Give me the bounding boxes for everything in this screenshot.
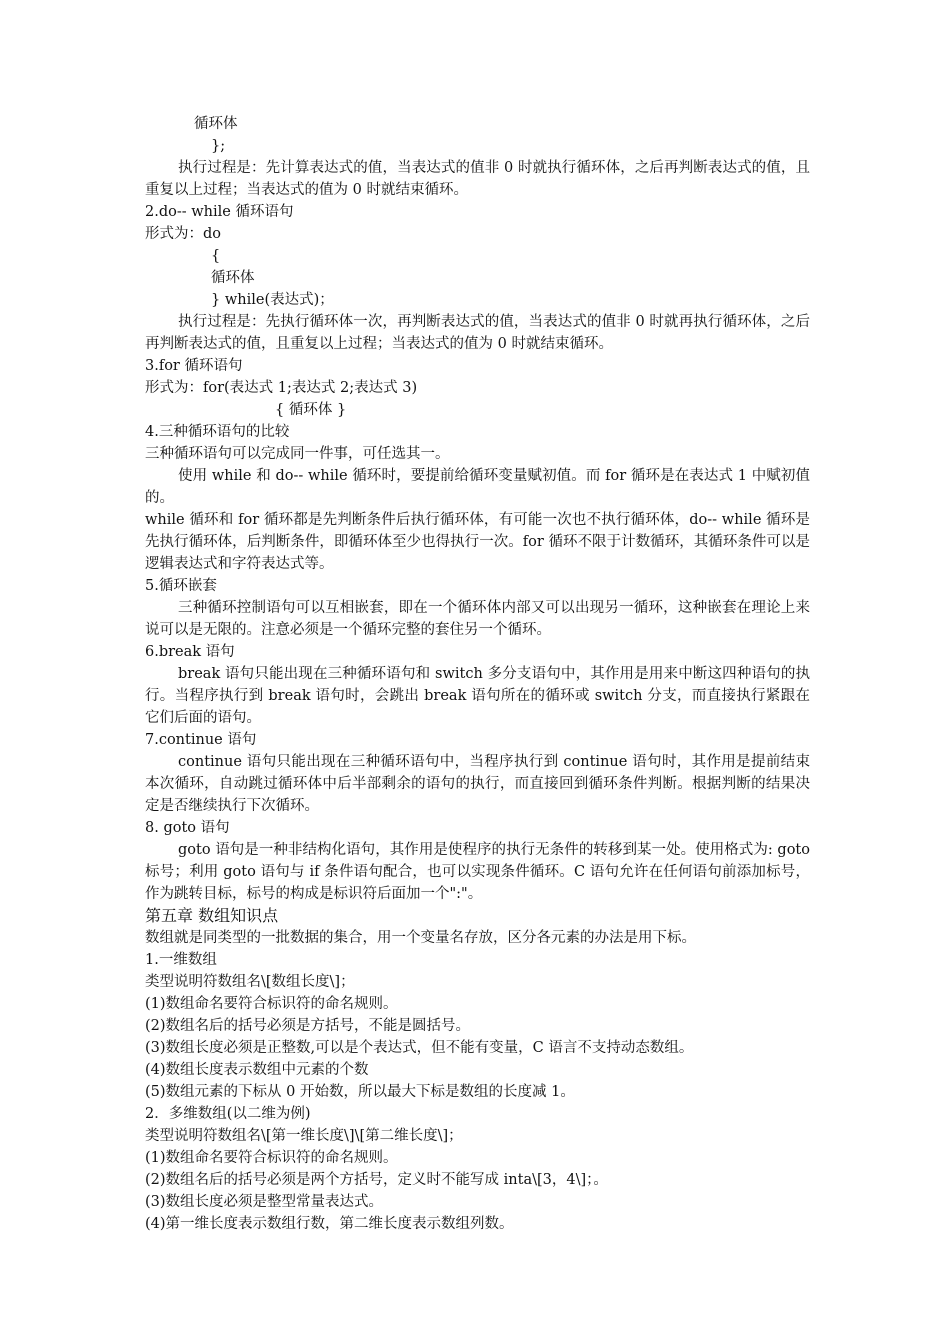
continue-paragraph: continue 语句只能出现在三种循环语句中，当程序执行到 continue 语句时，其作用是提前结束本次循环，自动跳过循环体中后半部剩余的语句的执行，而直接回到循环条件判断。根据判断的结果决定是否继续执行下次循环。: [145, 754, 810, 814]
section-heading-break: 6.break 语句: [145, 644, 235, 660]
section-heading-multi-array: 2．多维数组(以二维为例): [145, 1106, 311, 1122]
1d-array-syntax-line: 类型说明符数组名\[数组长度\]；: [145, 974, 355, 990]
section-heading-continue: 7.continue 语句: [145, 732, 257, 748]
for-body-line: { 循环体 }: [275, 402, 347, 418]
section-heading-for: 3.for 循环语句: [145, 358, 243, 374]
multi-rule-2: (2)数组名后的括号必须是两个方括号，定义时不能写成 inta\[3，4\]；。: [145, 1172, 608, 1188]
section-heading-1d-array: 1.一维数组: [145, 952, 217, 968]
comparison-paragraph-1: 使用 while 和 do-- while 循环时，要提前给循环变量赋初值。而 for 循环是在表达式 1 中赋初值的。: [145, 468, 810, 506]
chapter-heading: 第五章 数组知识点: [145, 906, 279, 925]
loop-body-line: 循环体: [194, 116, 238, 132]
break-paragraph: break 语句只能出现在三种循环语句和 switch 多分支语句中，其作用是用来中断这四种语句的执行。当程序执行到 break 语句时，会跳出 break 语句所在的循环或 switch 分支，而直接执行紧跟在它们后面的语句。: [145, 666, 810, 726]
document-page: [145, 113, 810, 1235]
1d-rule-2: (2)数组名后的括号必须是方括号，不能是圆括号。: [145, 1018, 471, 1034]
multi-array-syntax-line: 类型说明符数组名\[第一维长度\]\[第二维长度\]；: [145, 1128, 463, 1144]
open-brace-line: {: [211, 248, 221, 264]
while-execution-paragraph: 执行过程是：先计算表达式的值，当表达式的值非 0 时就执行循环体，之后再判断表达式的值，且重复以上过程；当表达式的值为 0 时就结束循环。: [145, 160, 810, 198]
1d-rule-1: (1)数组命名要符合标识符的命名规则。: [145, 996, 398, 1012]
1d-rule-5: (5)数组元素的下标从 0 开始数，所以最大下标是数组的长度减 1。: [145, 1084, 575, 1100]
1d-rule-4: (4)数组长度表示数组中元素的个数: [145, 1062, 369, 1078]
nesting-paragraph: 三种循环控制语句可以互相嵌套，即在一个循环体内部又可以出现另一循环，这种嵌套在理论上来说可以是无限的。注意必须是一个循环完整的套住另一个循环。: [145, 600, 810, 638]
multi-rule-3: (3)数组长度必须是整型常量表达式。: [145, 1194, 384, 1210]
do-while-execution-paragraph: 执行过程是：先执行循环体一次，再判断表达式的值，当表达式的值非 0 时就再执行循环体，之后再判断表达式的值，且重复以上过程；当表达式的值为 0 时就结束循环。: [145, 314, 810, 352]
array-intro-line: 数组就是同类型的一批数据的集合，用一个变量名存放，区分各元素的办法是用下标。: [145, 930, 696, 946]
comparison-paragraph-2: while 循环和 for 循环都是先判断条件后执行循环体，有可能一次也不执行循环体，do-- while 循环是先执行循环体，后判断条件，即循环体至少也得执行一次。for 循环不限于计数循环，其循环条件可以是逻辑表达式和字符表达式等。: [145, 512, 810, 572]
comparison-intro-line: 三种循环语句可以完成同一件事，可任选其一。: [145, 446, 450, 462]
do-while-body-line: 循环体: [211, 270, 255, 286]
section-heading-do-while: 2.do-- while 循环语句: [145, 204, 294, 220]
do-while-form-line: 形式为：do: [145, 226, 222, 242]
multi-rule-1: (1)数组命名要符合标识符的命名规则。: [145, 1150, 398, 1166]
for-form-line: 形式为：for(表达式 1;表达式 2;表达式 3): [145, 380, 418, 396]
1d-rule-3: (3)数组长度必须是正整数,可以是个表达式，但不能有变量，C 语言不支持动态数组。: [145, 1040, 694, 1056]
do-while-condition-line: } while(表达式)；: [211, 292, 334, 308]
multi-rule-4: (4)第一维长度表示数组行数，第二维长度表示数组列数。: [145, 1216, 514, 1232]
section-heading-comparison: 4.三种循环语句的比较: [145, 424, 290, 440]
section-heading-goto: 8. goto 语句: [145, 820, 230, 836]
goto-paragraph: goto 语句是一种非结构化语句，其作用是使程序的执行无条件的转移到某一处。使用格式为: goto 标号；利用 goto 语句与 if 条件语句配合，也可以实现条件循环。C 语句允许在任何语句前添加标号，作为跳转目标，标号的构成是标识符后面加一个":"。: [145, 842, 810, 902]
closing-brace-line: };: [211, 138, 226, 154]
section-heading-nesting: 5.循环嵌套: [145, 578, 217, 594]
